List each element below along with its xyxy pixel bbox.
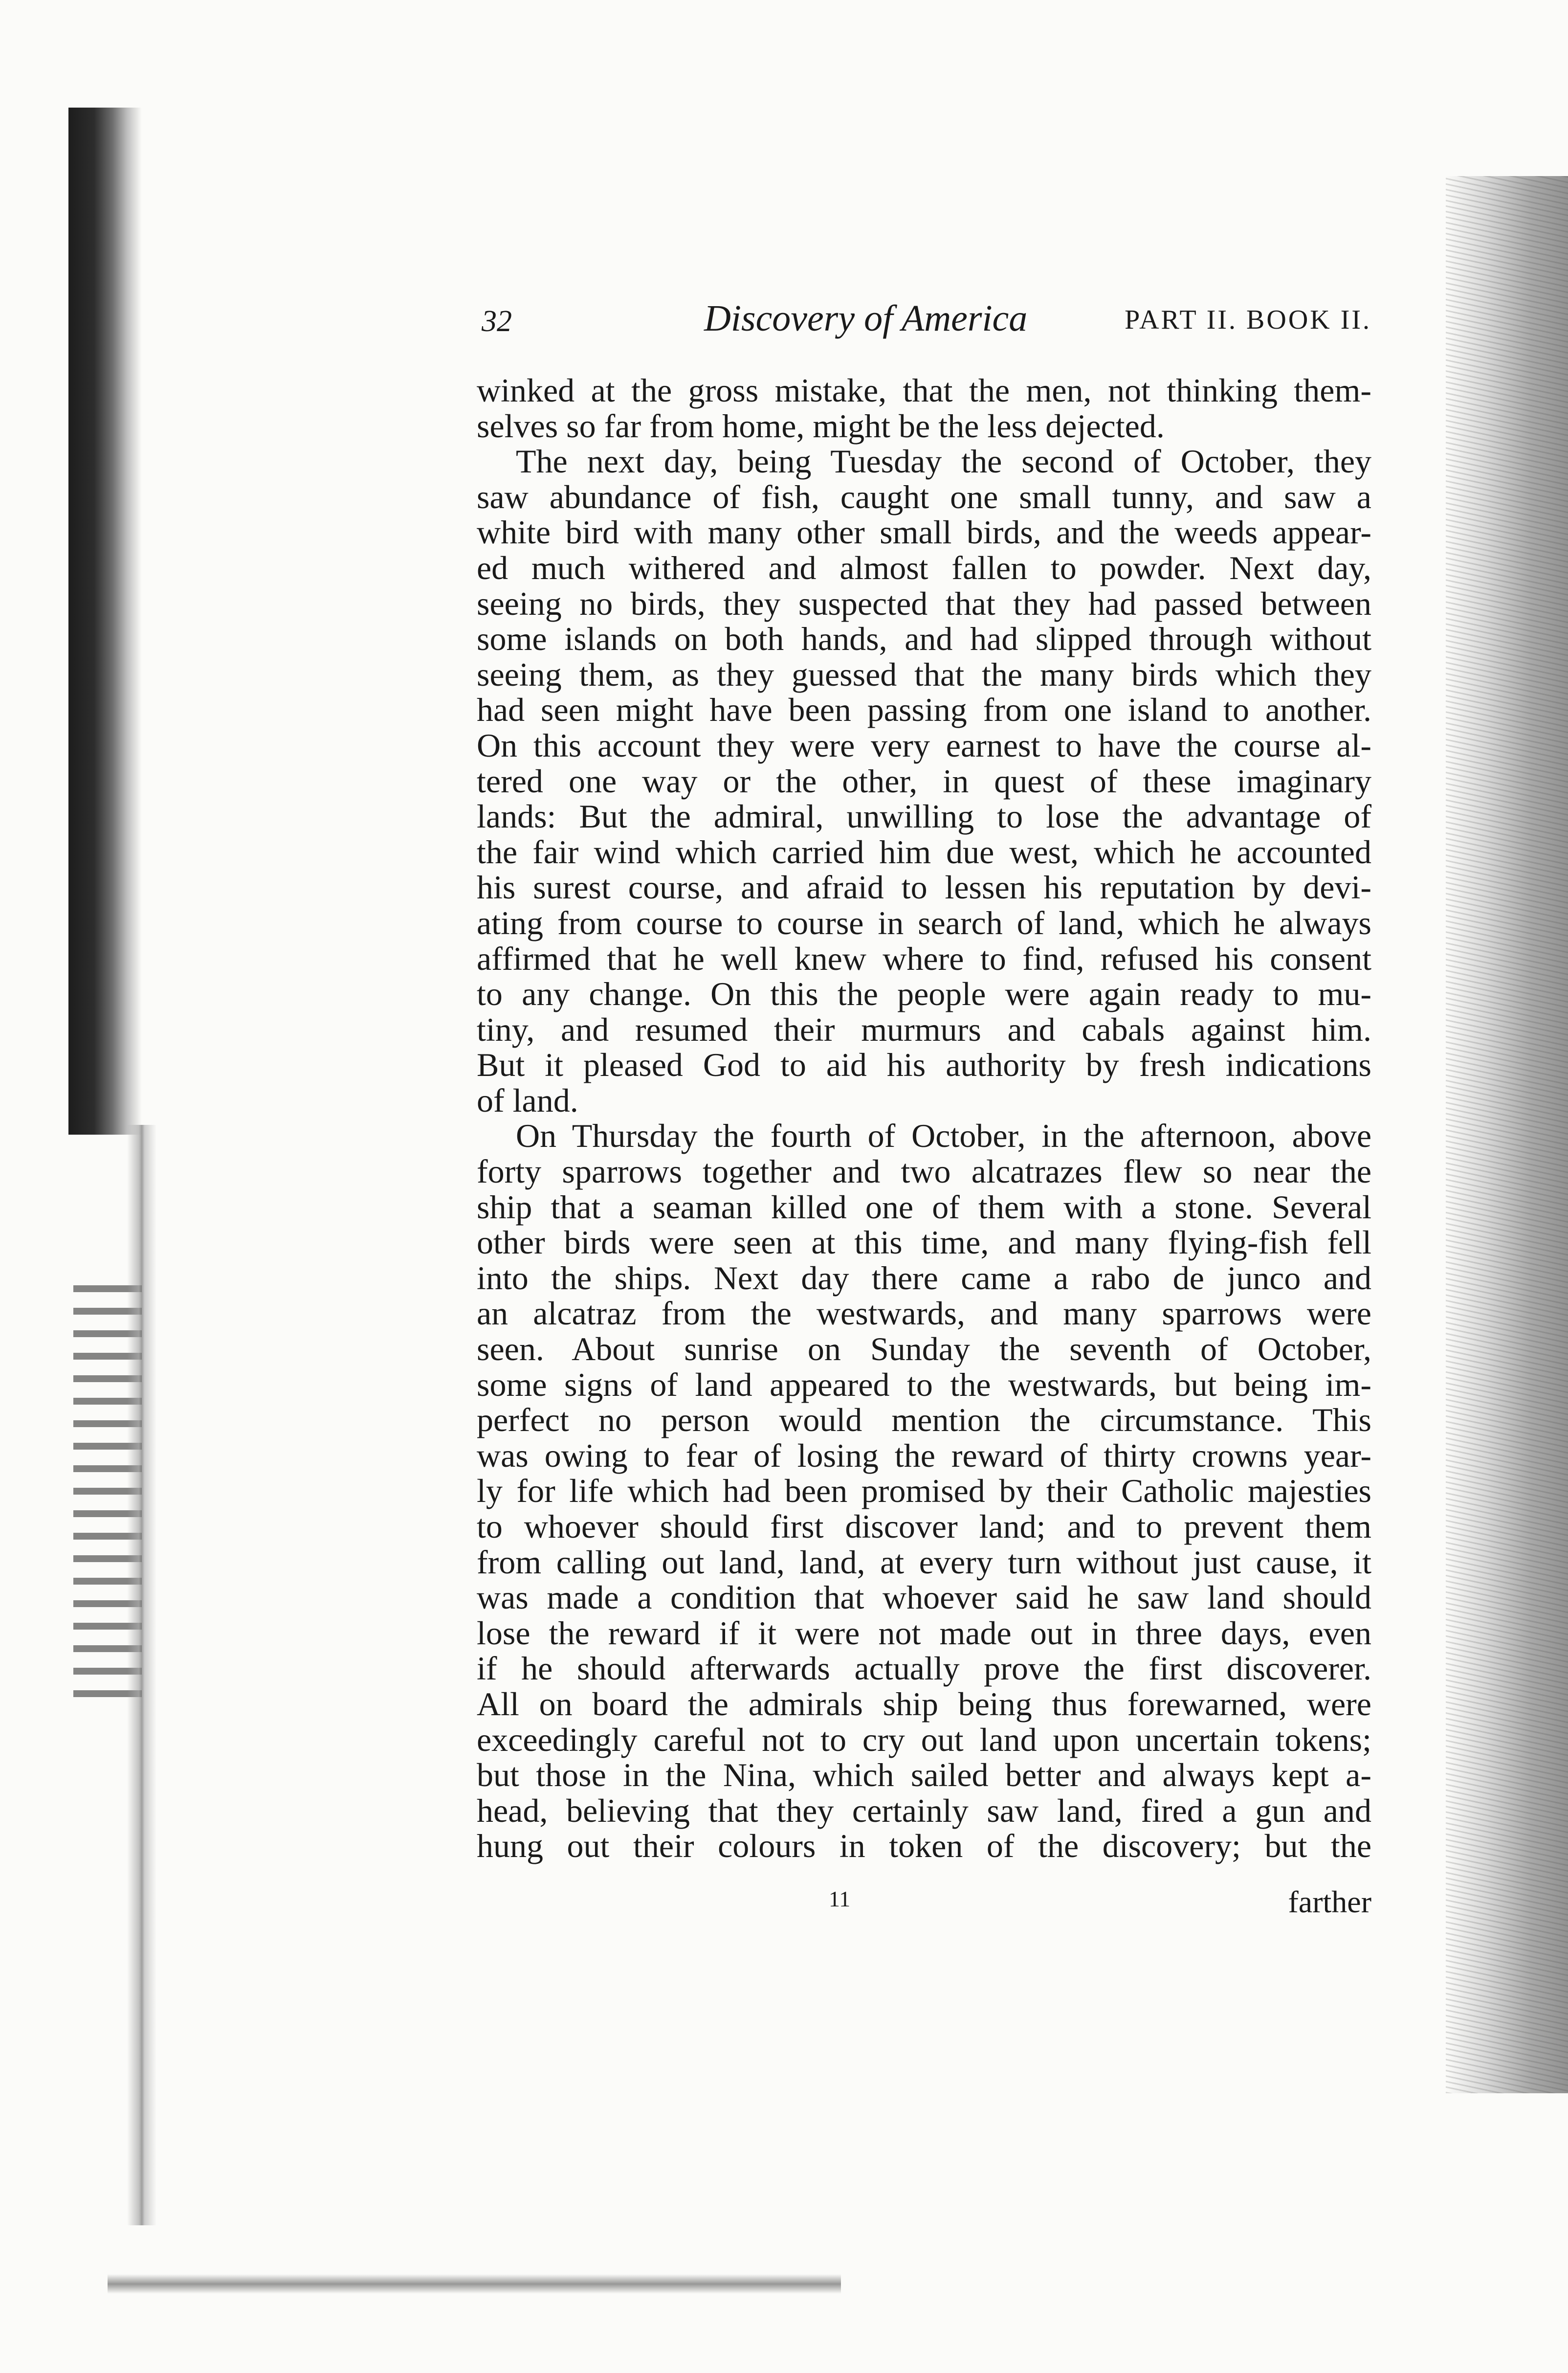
text-line: On this account they were very earnest to have the course al-	[477, 726, 1371, 764]
text-line: lands: But the admiral, unwilling to lose the advantage of	[477, 798, 1371, 835]
text-line: tiny, and resumed their murmurs and cabals against him.	[477, 1010, 1371, 1048]
text-line: ship that a seaman killed one of them with a stone. Several	[477, 1188, 1371, 1226]
text-line: perfect no person would mention the circumstance. This	[477, 1401, 1371, 1439]
text-line: his surest course, and afraid to lessen his reputation by devi-	[477, 869, 1371, 906]
part-book-label: PART II. BOOK II.	[1125, 305, 1371, 335]
text-line: hung out their colours in token of the discovery; but the	[477, 1827, 1371, 1865]
text-line: if he should afterwards actually prove the first discoverer.	[477, 1650, 1371, 1687]
running-title: Discovery of America	[704, 298, 1028, 339]
body-text	[477, 373, 1371, 1864]
text-line: lose the reward if it were not made out in three days, even	[477, 1614, 1371, 1652]
signature-mark: 11	[829, 1886, 851, 1911]
text-line: some signs of land appeared to the westwards, but being im-	[477, 1366, 1371, 1403]
text-line: forty sparrows together and two alcatrazes flew so near the	[477, 1153, 1371, 1190]
text-line: was made a condition that whoever said he saw land should	[477, 1579, 1371, 1616]
text-line: All on board the admirals ship being thus forewarned, were	[477, 1685, 1371, 1723]
text-line: head, believing that they certainly saw land, fired a gun and	[477, 1791, 1371, 1829]
text-line: affirmed that he well knew where to find, refused his consent	[477, 940, 1371, 977]
text-line: into the ships. Next day there came a rabo de junco and	[477, 1259, 1371, 1297]
text-line: saw abundance of fish, caught one small tunny, and saw a	[477, 478, 1371, 515]
text-line: selves so far from home, might be the less dejected.	[477, 407, 1165, 445]
text-line: On Thursday the fourth of October, in the afternoon, above	[516, 1117, 1371, 1155]
text-line: But it pleased God to aid his authority by fresh indications	[477, 1046, 1371, 1084]
bottom-edge-shadow	[108, 2274, 841, 2294]
text-line: other birds were seen at this time, and many flying-fish fell	[477, 1224, 1371, 1261]
page-number: 32	[482, 305, 512, 338]
right-page-edge	[1446, 176, 1568, 2093]
catchword: farther	[1288, 1884, 1371, 1919]
text-line: The next day, being Tuesday the second of October, they	[516, 443, 1371, 480]
text-line: the fair wind which carried him due west, which he accounted	[477, 833, 1371, 871]
text-line: of land.	[477, 1081, 578, 1119]
binding-shadow	[68, 108, 142, 1135]
text-line: white bird with many other small birds, and the weeds appear-	[477, 514, 1371, 551]
text-line: winked at the gross mistake, that the men, not thinking them-	[477, 372, 1371, 409]
running-header	[482, 297, 1371, 351]
text-line: seeing no birds, they suspected that they had passed between	[477, 584, 1371, 622]
text-line: some islands on both hands, and had slipped through without	[477, 620, 1371, 658]
text-line: ly for life which had been promised by their Catholic majesties	[477, 1472, 1371, 1510]
text-line: ating from course to course in search of land, which he always	[477, 904, 1371, 941]
text-line: from calling out land, land, at every turn without just cause, it	[477, 1543, 1371, 1581]
text-line: seen. About sunrise on Sunday the seventh of October,	[477, 1330, 1371, 1368]
text-line: tered one way or the other, in quest of these imaginary	[477, 762, 1371, 800]
text-line: had seen might have been passing from one island to another.	[477, 691, 1371, 729]
binding-gutter-shadow	[127, 1125, 156, 2225]
text-line: to any change. On this the people were again ready to mu-	[477, 975, 1371, 1013]
text-line: an alcatraz from the westwards, and many sparrows were	[477, 1295, 1371, 1332]
text-line: ed much withered and almost fallen to powder. Next day,	[477, 549, 1371, 586]
page-footer	[477, 1884, 1371, 1923]
text-line: exceedingly careful not to cry out land upon uncertain tokens;	[477, 1721, 1371, 1758]
text-line: to whoever should first discover land; and to prevent them	[477, 1508, 1371, 1545]
text-line: was owing to fear of losing the reward of thirty crowns year-	[477, 1436, 1371, 1474]
text-line: but those in the Nina, which sailed better and always kept a-	[477, 1756, 1371, 1794]
text-line: seeing them, as they guessed that the many birds which they	[477, 655, 1371, 693]
